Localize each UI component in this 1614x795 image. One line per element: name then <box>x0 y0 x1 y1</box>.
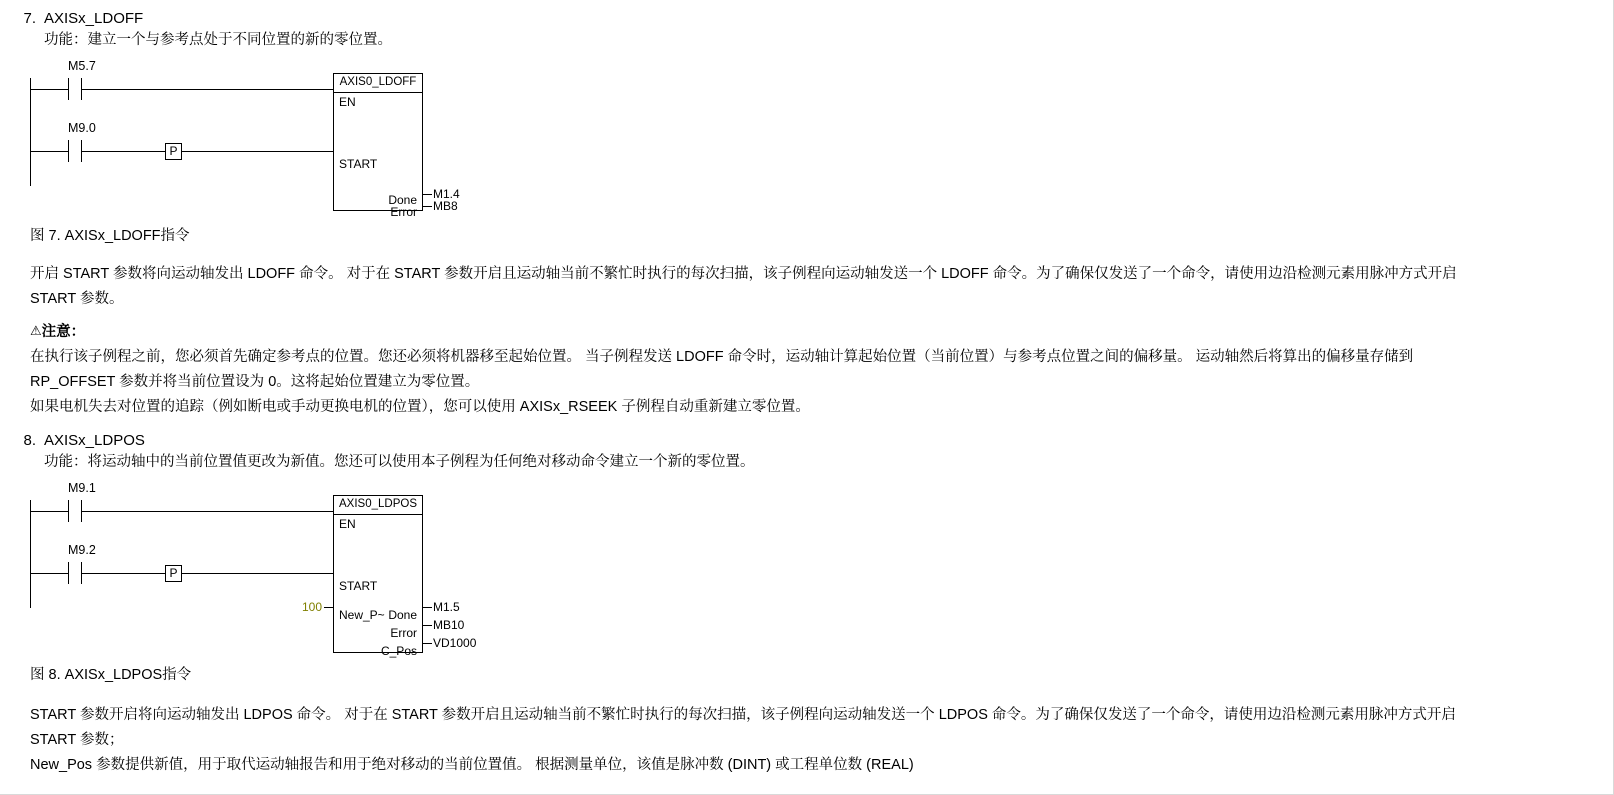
contact-m92-label: M9.2 <box>68 543 96 557</box>
rung1-wire-a <box>30 511 68 512</box>
rung2-wire-b <box>81 573 165 574</box>
positive-edge-box <box>165 143 182 160</box>
power-rail <box>30 78 31 186</box>
pin-new-pos: New_P~ <box>339 608 385 622</box>
positive-edge-box <box>165 565 182 582</box>
rung1-wire-b <box>81 511 334 512</box>
ladder-diagram-ldpos <box>30 481 550 658</box>
error-stub <box>423 206 432 207</box>
note-heading <box>30 320 85 341</box>
section-7-heading <box>10 8 1410 58</box>
section-7-number: 7. <box>23 10 36 27</box>
contact-m57-label: M5.7 <box>68 59 96 73</box>
section-8-paragraph-line-1: START 参数开启将向运动轴发出 LDPOS 命令。 对于在 START 参数开启且运动轴当前不繁忙时执行的每次扫描，该子例程向运动轴发送一个 LDPOS 命令。为了确保仅发送了一个命令，请使用边沿检测元素用脉冲方式开启 <box>30 707 1456 723</box>
section-8-paragraph-line-2: START 参数； <box>30 732 124 748</box>
error-stub <box>423 625 432 626</box>
section-7-description: 功能：建立一个与参考点处于不同位置的新的零位置。 <box>44 32 392 48</box>
pin-c-pos: C_Pos <box>380 644 417 658</box>
section-7-paragraph-line-2: START 参数。 <box>30 291 124 307</box>
operand-done: M1.5 <box>433 600 460 614</box>
function-block-title: AXIS0_LDOFF <box>339 76 417 88</box>
note-body <box>30 345 1570 420</box>
figure-7-caption: 图 7. AXISx_LDOFF指令 <box>30 228 190 244</box>
done-stub <box>423 194 432 195</box>
constant-new-pos: 100 <box>301 600 322 614</box>
pin-start: START <box>339 579 378 593</box>
function-block-ldpos <box>333 495 423 658</box>
positive-edge-label: P <box>169 566 178 580</box>
pin-en: EN <box>339 517 356 531</box>
section-8-heading <box>10 430 1410 480</box>
operand-error: MB10 <box>433 618 465 632</box>
figure-8-caption: 图 8. AXISx_LDPOS指令 <box>30 667 192 683</box>
function-block-ldoff <box>333 73 423 219</box>
power-rail <box>30 500 31 608</box>
section-7-paragraph <box>30 262 1570 312</box>
pin-done: Done <box>388 608 417 622</box>
rung2-wire-a <box>30 573 68 574</box>
function-block-title: AXIS0_LDPOS <box>339 498 417 510</box>
section-7-paragraph-line-1: 开启 START 参数将向运动轴发出 LDOFF 命令。 对于在 START 参数开启且运动轴当前不繁忙时执行的每次扫描，该子例程向运动轴发送一个 LDOFF 命令。为了确保仅发送了一个命令，请使用边沿检测元素用脉冲方式开启 <box>30 266 1457 282</box>
pin-en: EN <box>339 95 356 109</box>
c-pos-stub <box>423 643 432 644</box>
operand-done: M1.4 <box>433 187 460 201</box>
rung1-wire-b <box>81 89 334 90</box>
rung2-wire-a <box>30 151 68 152</box>
section-8-paragraph <box>30 703 1570 778</box>
rung2-wire-b <box>81 151 165 152</box>
new-pos-stub <box>324 607 333 608</box>
rung2-wire-c <box>182 151 334 152</box>
section-8-number: 8. <box>23 432 36 449</box>
rung2-wire-c <box>182 573 334 574</box>
section-7-title: AXISx_LDOFF <box>44 10 144 27</box>
positive-edge-label: P <box>169 144 178 158</box>
ladder-diagram-ldoff <box>30 59 510 219</box>
operand-c-pos: VD1000 <box>433 636 477 650</box>
note-line-2: RP_OFFSET 参数并将当前位置设为 0。这将起始位置建立为零位置。 <box>30 374 480 390</box>
contact-m91-label: M9.1 <box>68 481 96 495</box>
pin-error: Error <box>390 205 417 219</box>
note-line-1: 在执行该子例程之前，您必须首先确定参考点的位置。您还必须将机器移至起始位置。 当子例程发送 LDOFF 命令时，运动轴计算起始位置（当前位置）与参考点位置之间的偏移量。 运动轴然后将算出的偏移量存储到 <box>30 349 1414 365</box>
section-8-description: 功能：将运动轴中的当前位置值更改为新值。您还可以使用本子例程为任何绝对移动命令建立一个新的零位置。 <box>44 454 755 470</box>
contact-m90-label: M9.0 <box>68 121 96 135</box>
warning-icon: ⚠ <box>30 323 42 338</box>
pin-error: Error <box>390 626 417 640</box>
section-8-paragraph-line-3: New_Pos 参数提供新值，用于取代运动轴报告和用于绝对移动的当前位置值。 根据测量单位，该值是脉冲数 (DINT) 或工程单位数 (REAL) <box>30 757 914 773</box>
pin-start: START <box>339 157 378 171</box>
rung1-wire-a <box>30 89 68 90</box>
operand-error: MB8 <box>433 199 458 213</box>
note-line-3: 如果电机失去对位置的追踪（例如断电或手动更换电机的位置），您可以使用 AXISx_RSEEK 子例程自动重新建立零位置。 <box>30 399 810 415</box>
done-stub <box>423 607 432 608</box>
pin-done: Done <box>388 193 417 207</box>
note-heading-label: 注意： <box>41 324 86 340</box>
section-8-title: AXISx_LDPOS <box>44 432 145 449</box>
